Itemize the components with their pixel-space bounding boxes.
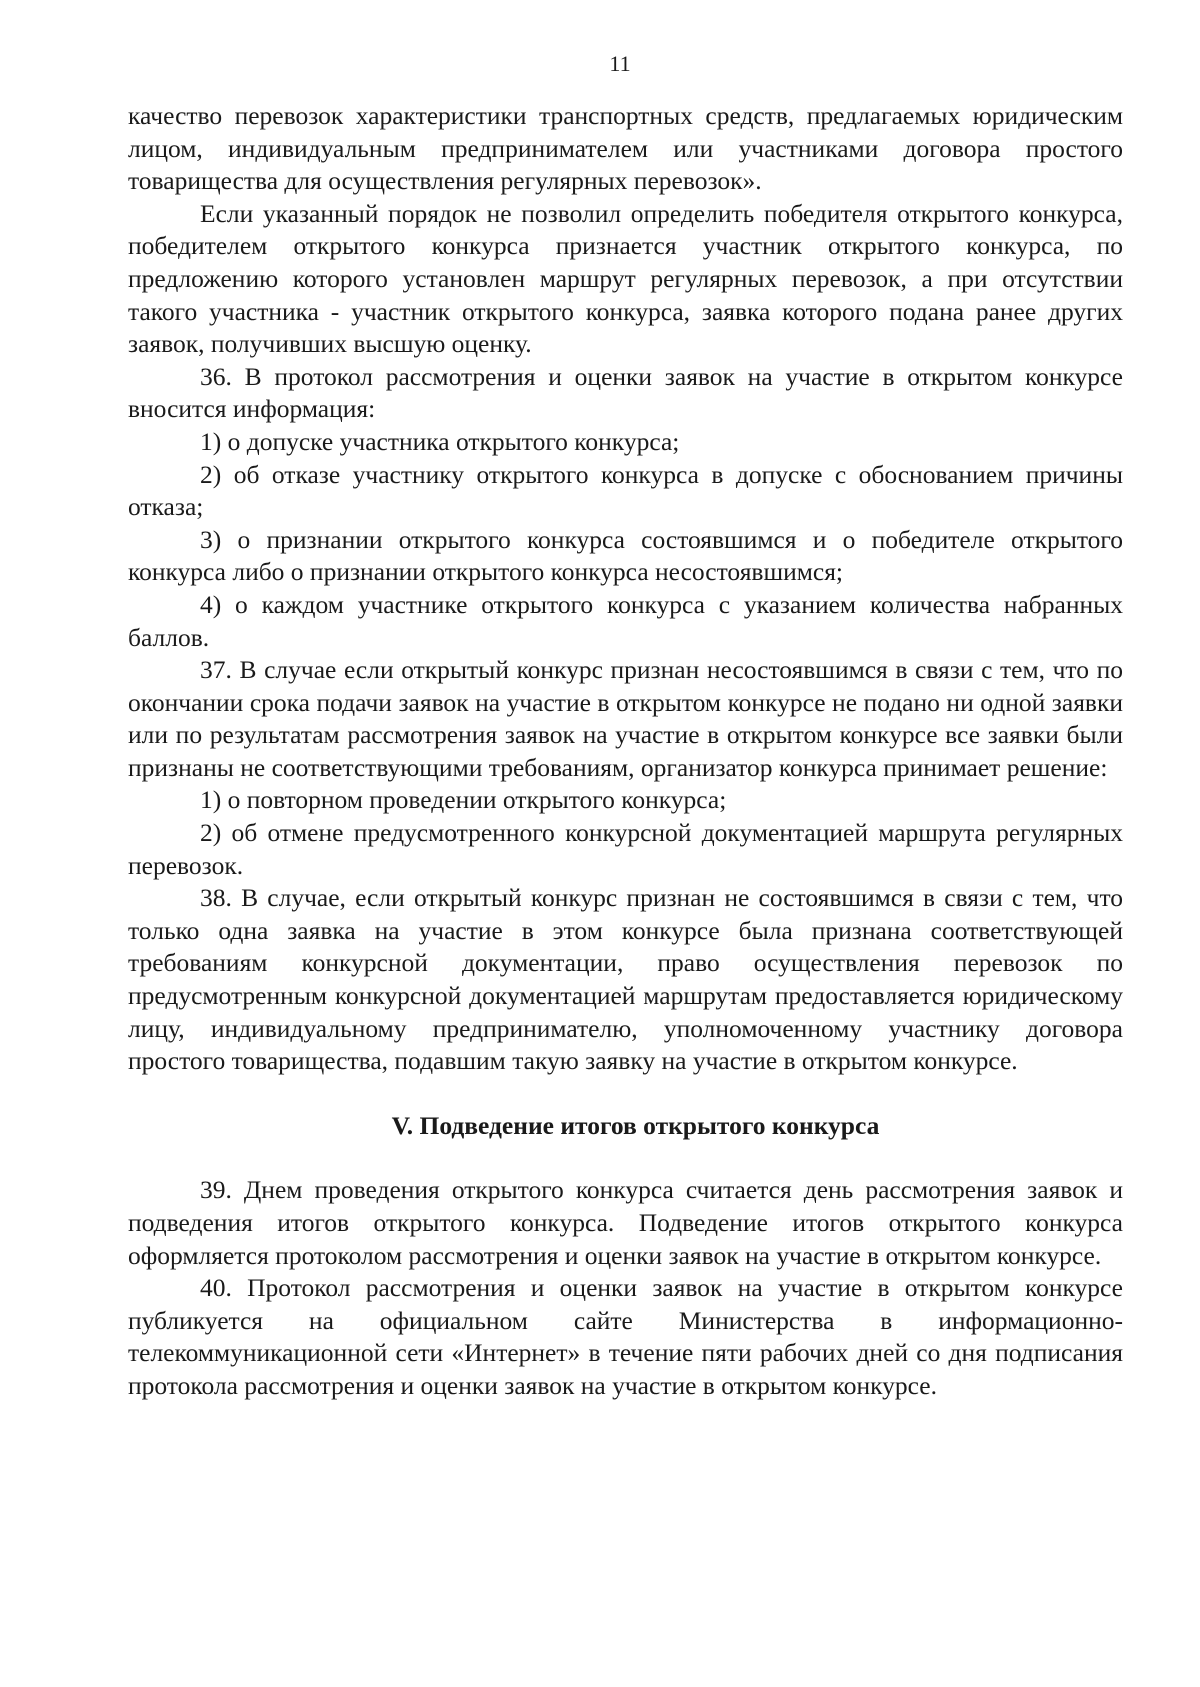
list-item: 1) о допуске участника открытого конкурса;	[200, 426, 680, 456]
list-item: 3) о признании открытого конкурса состоявшимся и о победителе открытого конкурса либо о признании открытого конкурса несостоявшимся;	[128, 524, 1123, 587]
list-item: 1) о повторном проведении открытого конкурса;	[200, 785, 727, 815]
clause-37: 37. В случае если открытый конкурс признан несостоявшимся в связи с тем, что по окончании срока подачи заявок на участие в открытом конкурсе не подано ни одной заявки или по результатам рассмотрения заявок на участие в открытом конкурсе все заявки были признаны не соответствующими требованиям, организатор конкурса принимает решение:	[128, 655, 1123, 782]
section-heading: V. Подведение итогов открытого конкурса	[391, 1110, 880, 1140]
list-item: 2) об отказе участнику открытого конкурса в допуске с обоснованием причины отказа;	[128, 459, 1123, 522]
clause-36: 36. В протокол рассмотрения и оценки заявок на участие в открытом конкурсе вносится информация:	[128, 361, 1123, 424]
list-item: 2) об отмене предусмотренного конкурсной документацией маршрута регулярных перевозок.	[128, 818, 1123, 880]
paragraph: Если указанный порядок не позволил определить победителя открытого конкурса, победителем открытого конкурса признается участник открытого конкурса, по предложению которого установлен маршрут регулярных перевозок, а при отсутствии такого участника - участник открытого конкурса, заявка которого подана ранее других заявок, получивших высшую оценку.	[128, 198, 1123, 359]
clause-40: 40. Протокол рассмотрения и оценки заявок на участие в открытом конкурсе публикуется на официальном сайте Министерства в информационно-телекоммуникационной сети «Интернет» в течение пяти рабочих дней со дня подписания протокола рассмотрения и оценки заявок на участие в открытом конкурсе.	[128, 1273, 1123, 1400]
clause-39: 39. Днем проведения открытого конкурса считается день рассмотрения заявок и подведения итогов открытого конкурса. Подведение итогов открытого конкурса оформляется протоколом рассмотрения и оценки заявок на участие в открытом конкурсе.	[128, 1175, 1123, 1270]
page-number: 11	[609, 51, 631, 76]
paragraph-continuation: качество перевозок характеристики транспортных средств, предлагаемых юридическим лицом, индивидуальным предпринимателем или участниками договора простого товарищества для осуществления регулярных перевозок».	[128, 101, 1123, 196]
document-body	[128, 100, 1123, 1403]
list-item: 4) о каждом участнике открытого конкурса с указанием количества набранных баллов.	[128, 589, 1123, 652]
clause-38: 38. В случае, если открытый конкурс признан не состоявшимся в связи с тем, что только одна заявка на участие в этом конкурсе была признана соответствующей требованиям конкурсной документации, право осуществления перевозок по предусмотренным конкурсной документацией маршрутам предоставляется юридическому лицу, индивидуальному предпринимателю, уполномоченному участнику договора простого товарищества, подавшим такую заявку на участие в открытом конкурсе.	[128, 883, 1123, 1076]
